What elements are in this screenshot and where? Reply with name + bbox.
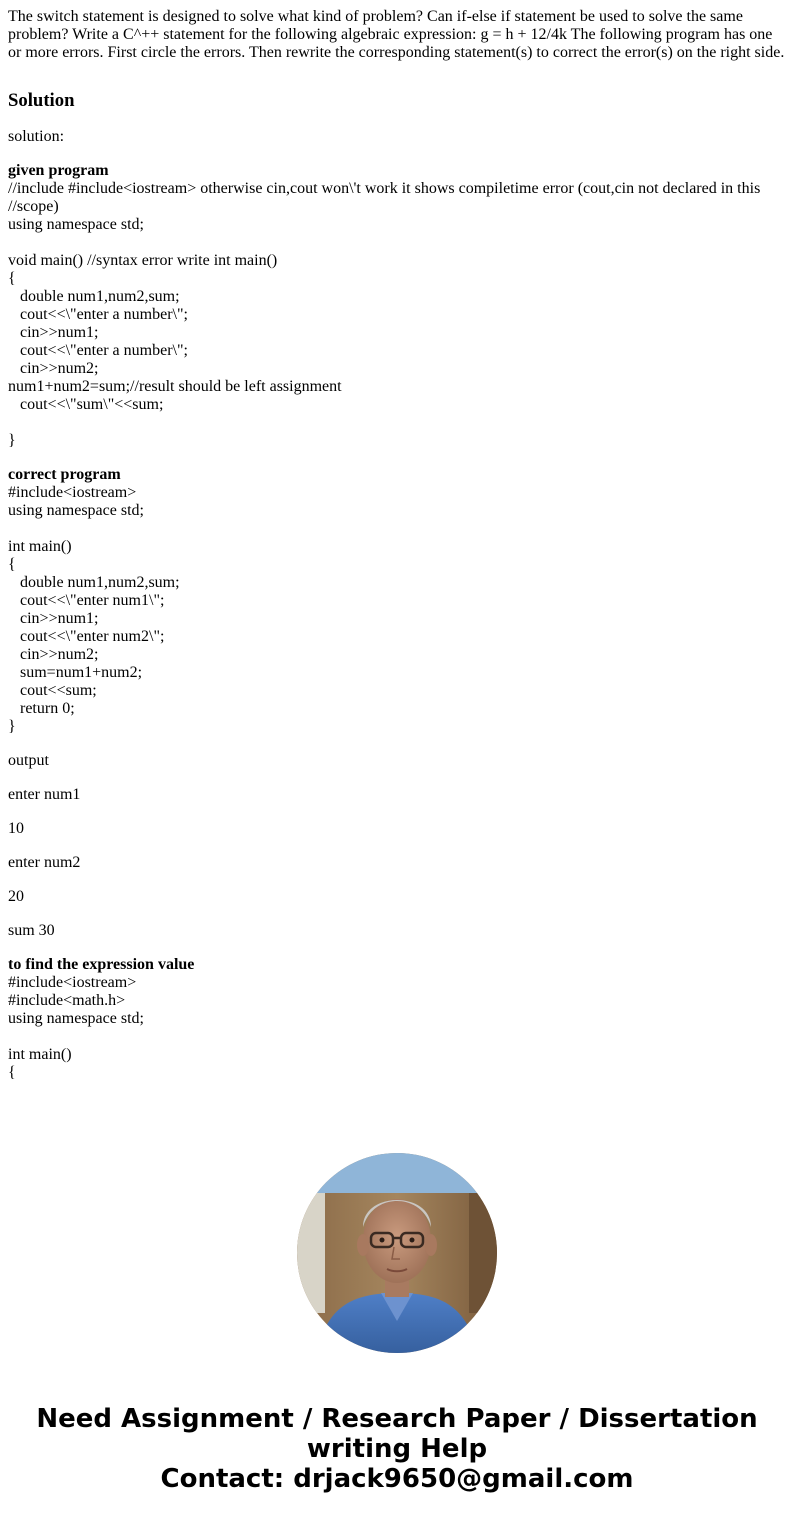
output-line: enter num2	[8, 854, 81, 871]
question-text: The switch statement is designed to solve what kind of problem? Can if-else if statement be used to solve the same problem? Write a C^++ statement for the following algebraic expression: g = h + 12/4k The following program has one or more errors. First circle the errors. Then rewrite the corresponding statement(s) to correct the error(s) on the right side.	[8, 8, 785, 61]
output-line: enter num1	[8, 786, 81, 803]
expression-code: #include<iostream> #include<math.h> using namespace std; int main() {	[8, 974, 144, 1081]
document-content	[8, 8, 788, 1122]
correct-program-code: #include<iostream> using namespace std; int main() { double num1,num2,sum; cout<<\"enter num1\"; cin>>num1; cout<<\"enter num2\"; cin>>num2; sum=num1+num2; cout<<sum; return 0; }	[8, 484, 180, 735]
solution-heading: Solution	[8, 90, 75, 111]
given-program-code: //include #include<iostream> otherwise cin,cout won\'t work it shows compiletime error (cout,cin not declared in this //scope) using namespace std; void main() //syntax error write int main() { double num1,num2,sum; cout<<\"enter a number\"; cin>>num1; cout<<\"enter a number\"; cin>>num2; num1+num2=sum;//result should be left assignment cout<<\"sum\"<<sum; }	[8, 180, 761, 449]
banner-line-1: Need Assignment / Research Paper / Dissertation	[36, 1404, 758, 1434]
output-label: output	[8, 752, 49, 769]
output-line: sum 30	[8, 922, 55, 939]
solution-label: solution:	[8, 128, 65, 145]
output-line: 20	[8, 888, 24, 905]
banner-line-2: writing Help	[306, 1434, 488, 1464]
banner-contact-line: Contact: drjack9650@gmail.com	[160, 1464, 634, 1494]
author-photo	[297, 1153, 497, 1353]
person-portrait-icon	[297, 1153, 497, 1353]
expression-heading: to find the expression value	[8, 956, 195, 973]
contact-banner	[0, 1404, 794, 1494]
correct-program-heading: correct program	[8, 466, 121, 483]
output-line: 10	[8, 820, 24, 837]
given-program-heading: given program	[8, 162, 109, 179]
